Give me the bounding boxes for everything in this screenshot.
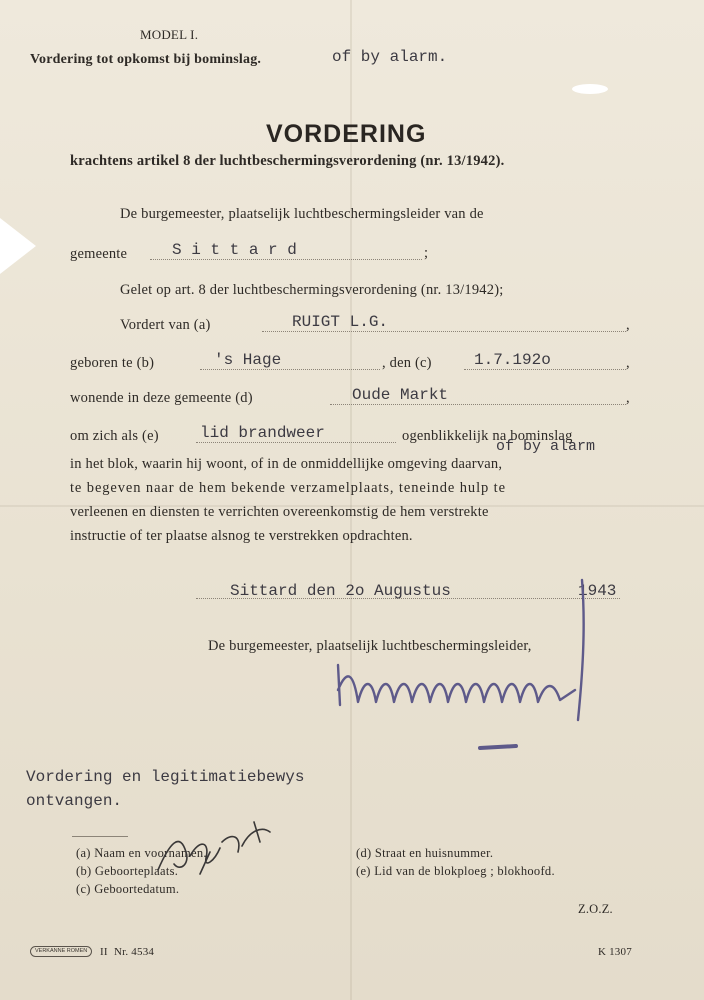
legend-c: (c) Geboortedatum. <box>76 882 180 896</box>
om-value: lid brandweer <box>200 424 325 442</box>
legend-d: (d) Straat en huisnummer. <box>356 846 494 860</box>
den-fill-line <box>464 369 626 370</box>
para-line-3: verleenen en diensten te verrichten overeenkomstig de hem verstrekte <box>70 504 489 520</box>
legend-b: (b) Geboorteplaats. <box>76 864 179 878</box>
den-value: 1.7.192o <box>474 351 551 369</box>
gelet-line: Gelet op art. 8 der luchtbeschermingsverordening (nr. 13/1942); <box>120 282 504 298</box>
den-comma: , <box>626 355 630 371</box>
om-typed-over: of by alarm <box>496 438 596 455</box>
mayor-signature <box>320 570 620 760</box>
zoz-label: Z.O.Z. <box>578 902 613 916</box>
wonende-comma: , <box>626 390 630 406</box>
holder-signature <box>150 812 290 882</box>
legend-rule <box>72 836 128 837</box>
document-title: VORDERING <box>266 120 427 148</box>
body-line-burgemeester: De burgemeester, plaatselijk luchtbeschermingsleider van de <box>120 206 484 222</box>
wonende-fill-line <box>330 404 626 405</box>
date-year: 1943 <box>578 582 617 600</box>
para-line-1: in het blok, waarin hij woont, of in de onmiddellijke omgeving daarvan, <box>70 456 503 472</box>
torn-hole-top <box>572 84 608 94</box>
printer-stamp: VERKANNE ROMEN <box>30 946 92 957</box>
legend-a: (a) Naam en voornamen. <box>76 846 207 860</box>
geboren-label: geboren te (b) <box>70 355 155 371</box>
receipt-line-1: Vordering en legitimatiebewys <box>26 768 305 786</box>
gemeente-value: S i t t a r d <box>172 241 297 259</box>
gemeente-label: gemeente <box>70 246 128 262</box>
gemeente-fill-line <box>150 259 422 260</box>
den-label: , den (c) <box>382 355 432 371</box>
wonende-label: wonende in deze gemeente (d) <box>70 390 253 406</box>
wonende-value: Oude Markt <box>352 386 449 404</box>
torn-edge-left <box>0 218 36 274</box>
receipt-line-2: ontvangen. <box>26 792 123 810</box>
om-fill-line <box>196 442 396 443</box>
footer-number: Nr. 4534 <box>114 946 155 958</box>
geboren-value: 's Hage <box>214 351 282 369</box>
legend-e: (e) Lid van de blokploeg ; blokhoofd. <box>356 864 555 878</box>
header-subtitle-typed: of by alarm. <box>332 48 448 66</box>
footer-code: K 1307 <box>598 946 632 958</box>
header-subtitle-printed: Vordering tot opkomst bij bominslag. <box>30 52 262 67</box>
date-place: Sittard den 2o Augustus <box>230 582 451 600</box>
para-line-4: instructie of ter plaatse alsnog te verstrekken opdrachten. <box>70 528 413 544</box>
om-label: om zich als (e) <box>70 428 159 444</box>
vordert-value: RUIGT L.G. <box>292 313 389 331</box>
model-label: MODEL I. <box>140 27 199 42</box>
vordert-comma: , <box>626 317 630 333</box>
footer-roman: II <box>100 946 108 958</box>
vordert-fill-line <box>262 331 626 332</box>
vordert-label: Vordert van (a) <box>120 317 211 333</box>
signer-title: De burgemeester, plaatselijk luchtbeschermingsleider, <box>208 638 532 654</box>
document-subtitle: krachtens artikel 8 der luchtbeschermingsverordening (nr. 13/1942). <box>70 153 505 169</box>
gemeente-end: ; <box>424 245 429 261</box>
para-line-2: te begeven naar de hem bekende verzamelplaats, teneinde hulp te <box>70 480 506 496</box>
fold-crease-vertical <box>350 0 352 1000</box>
geboren-fill-line <box>200 369 380 370</box>
om-rest: ogenblikkelijk na bominslag <box>402 428 573 444</box>
